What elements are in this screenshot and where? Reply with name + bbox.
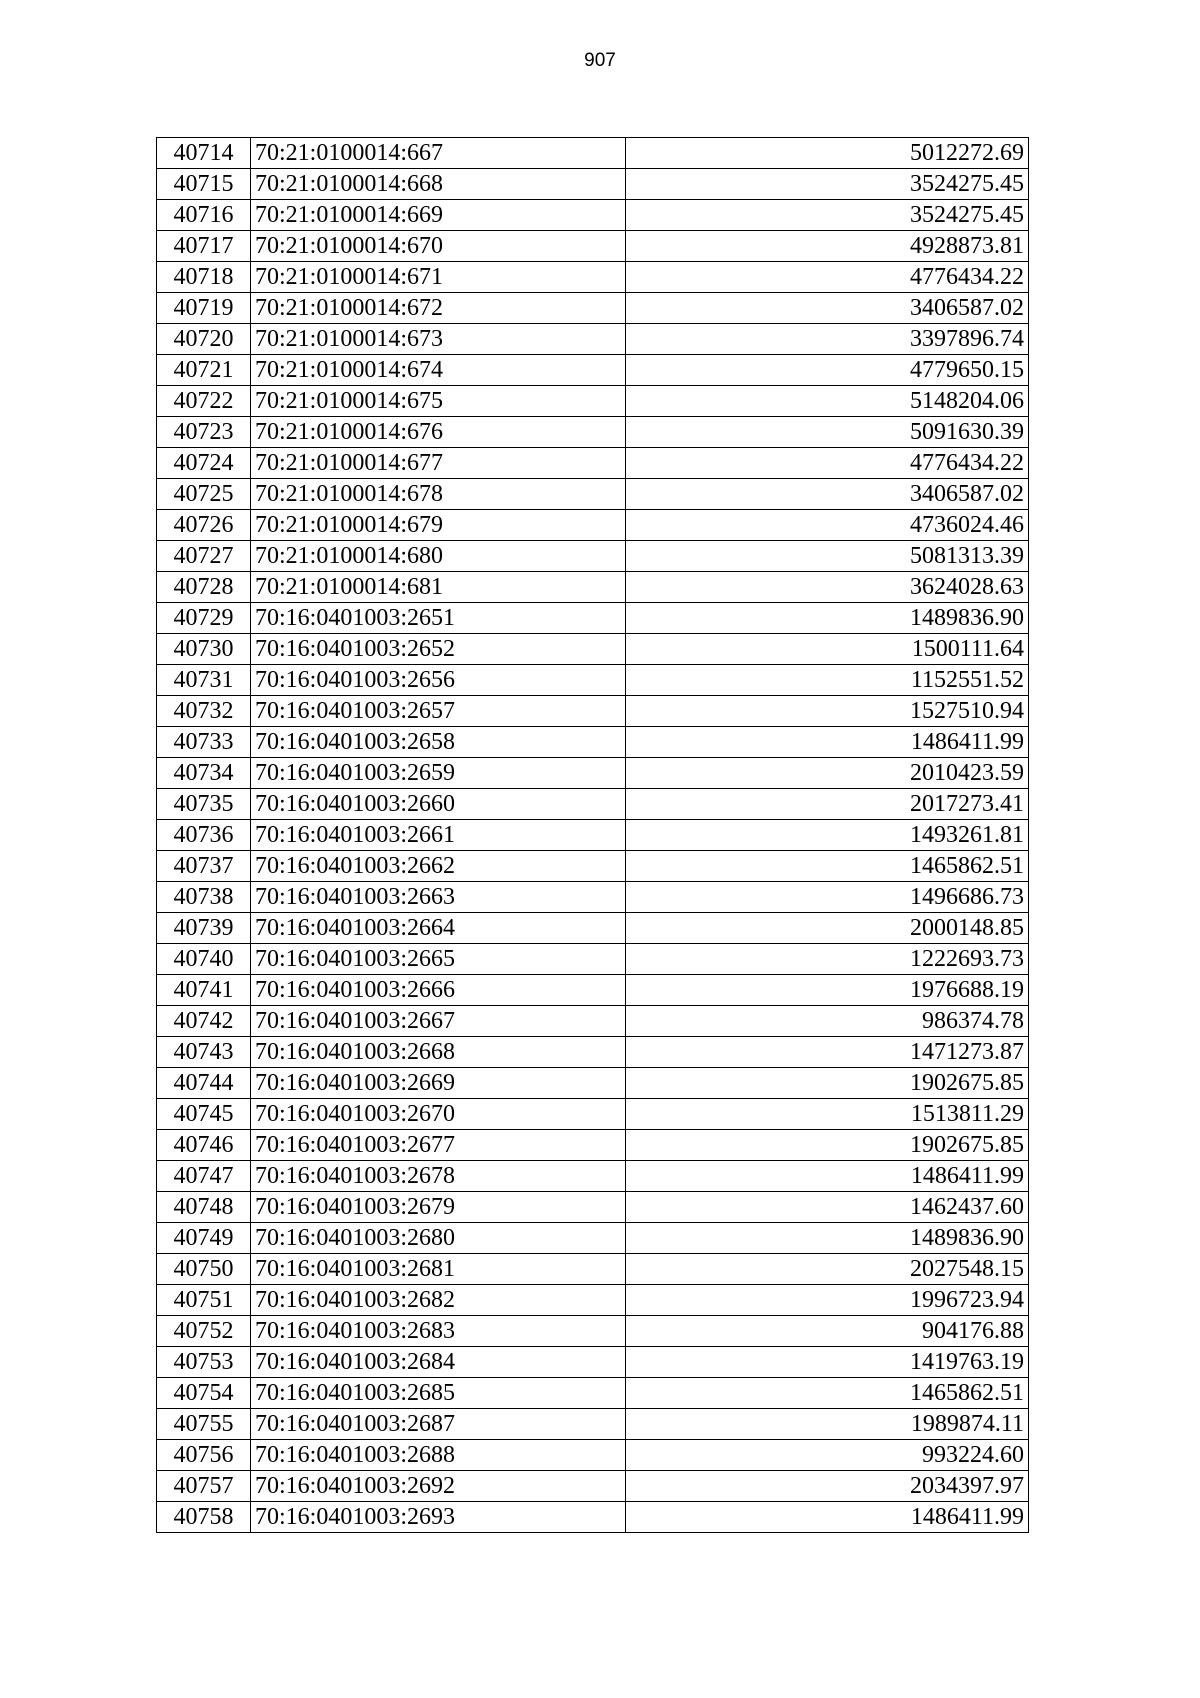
table-row [157,1006,1029,1037]
table-row [157,634,1029,665]
row-number-cell: 40714 [157,138,251,169]
value-cell: 5148204.06 [626,386,1029,417]
value-cell: 2000148.85 [626,913,1029,944]
cadastral-number-cell: 70:21:0100014:673 [251,324,626,355]
cadastral-number-cell: 70:16:0401003:2670 [251,1099,626,1130]
table-row [157,1471,1029,1502]
row-number-cell: 40755 [157,1409,251,1440]
table-row [157,603,1029,634]
cadastral-number-cell: 70:16:0401003:2687 [251,1409,626,1440]
cadastral-number-cell: 70:16:0401003:2656 [251,665,626,696]
value-cell: 1465862.51 [626,851,1029,882]
cadastral-number-cell: 70:16:0401003:2683 [251,1316,626,1347]
cadastral-number-cell: 70:16:0401003:2669 [251,1068,626,1099]
table-row [157,262,1029,293]
row-number-cell: 40728 [157,572,251,603]
value-cell: 4779650.15 [626,355,1029,386]
row-number-cell: 40721 [157,355,251,386]
table-row [157,386,1029,417]
row-number-cell: 40751 [157,1285,251,1316]
value-cell: 2034397.97 [626,1471,1029,1502]
table-row [157,572,1029,603]
table-row [157,727,1029,758]
cadastral-number-cell: 70:21:0100014:669 [251,200,626,231]
cadastral-number-cell: 70:16:0401003:2688 [251,1440,626,1471]
table-row [157,789,1029,820]
row-number-cell: 40723 [157,417,251,448]
value-cell: 2017273.41 [626,789,1029,820]
value-cell: 1471273.87 [626,1037,1029,1068]
value-cell: 5081313.39 [626,541,1029,572]
cadastral-number-cell: 70:16:0401003:2662 [251,851,626,882]
value-cell: 1500111.64 [626,634,1029,665]
table-row [157,1130,1029,1161]
table-row [157,975,1029,1006]
table-row [157,1068,1029,1099]
value-cell: 1902675.85 [626,1068,1029,1099]
table-row [157,1316,1029,1347]
table-row [157,1347,1029,1378]
cadastral-number-cell: 70:16:0401003:2665 [251,944,626,975]
cadastral-number-cell: 70:16:0401003:2692 [251,1471,626,1502]
value-cell: 1486411.99 [626,727,1029,758]
table-row [157,665,1029,696]
row-number-cell: 40724 [157,448,251,479]
registry-table-body [157,138,1029,1533]
row-number-cell: 40730 [157,634,251,665]
value-cell: 2010423.59 [626,758,1029,789]
cadastral-number-cell: 70:16:0401003:2652 [251,634,626,665]
cadastral-number-cell: 70:16:0401003:2664 [251,913,626,944]
row-number-cell: 40736 [157,820,251,851]
value-cell: 1976688.19 [626,975,1029,1006]
cadastral-number-cell: 70:16:0401003:2668 [251,1037,626,1068]
value-cell: 3624028.63 [626,572,1029,603]
value-cell: 1989874.11 [626,1409,1029,1440]
cadastral-number-cell: 70:16:0401003:2659 [251,758,626,789]
row-number-cell: 40719 [157,293,251,324]
cadastral-number-cell: 70:16:0401003:2684 [251,1347,626,1378]
value-cell: 4736024.46 [626,510,1029,541]
table-row [157,541,1029,572]
row-number-cell: 40744 [157,1068,251,1099]
cadastral-number-cell: 70:21:0100014:667 [251,138,626,169]
cadastral-number-cell: 70:16:0401003:2658 [251,727,626,758]
cadastral-number-cell: 70:21:0100014:680 [251,541,626,572]
page-number: 907 [584,50,616,71]
table-row [157,138,1029,169]
row-number-cell: 40718 [157,262,251,293]
value-cell: 1489836.90 [626,1223,1029,1254]
value-cell: 4776434.22 [626,262,1029,293]
cadastral-number-cell: 70:16:0401003:2657 [251,696,626,727]
row-number-cell: 40737 [157,851,251,882]
row-number-cell: 40735 [157,789,251,820]
table-row [157,1502,1029,1533]
table-row [157,169,1029,200]
row-number-cell: 40748 [157,1192,251,1223]
row-number-cell: 40731 [157,665,251,696]
row-number-cell: 40717 [157,231,251,262]
row-number-cell: 40758 [157,1502,251,1533]
table-row [157,1099,1029,1130]
row-number-cell: 40733 [157,727,251,758]
table-row [157,324,1029,355]
row-number-cell: 40747 [157,1161,251,1192]
cadastral-number-cell: 70:16:0401003:2680 [251,1223,626,1254]
row-number-cell: 40743 [157,1037,251,1068]
value-cell: 1902675.85 [626,1130,1029,1161]
cadastral-number-cell: 70:16:0401003:2661 [251,820,626,851]
row-number-cell: 40727 [157,541,251,572]
cadastral-number-cell: 70:16:0401003:2660 [251,789,626,820]
table-row [157,510,1029,541]
value-cell: 1419763.19 [626,1347,1029,1378]
table-row [157,1223,1029,1254]
cadastral-number-cell: 70:21:0100014:672 [251,293,626,324]
table-row [157,758,1029,789]
row-number-cell: 40750 [157,1254,251,1285]
row-number-cell: 40715 [157,169,251,200]
value-cell: 986374.78 [626,1006,1029,1037]
table-row [157,293,1029,324]
row-number-cell: 40732 [157,696,251,727]
table-row [157,1440,1029,1471]
value-cell: 3406587.02 [626,293,1029,324]
row-number-cell: 40722 [157,386,251,417]
table-row [157,696,1029,727]
table-row [157,1254,1029,1285]
table-row [157,355,1029,386]
cadastral-number-cell: 70:16:0401003:2667 [251,1006,626,1037]
value-cell: 3524275.45 [626,169,1029,200]
table-row [157,944,1029,975]
cadastral-number-cell: 70:16:0401003:2693 [251,1502,626,1533]
cadastral-number-cell: 70:21:0100014:675 [251,386,626,417]
registry-table [156,137,1029,1533]
row-number-cell: 40716 [157,200,251,231]
row-number-cell: 40753 [157,1347,251,1378]
row-number-cell: 40740 [157,944,251,975]
table-row [157,448,1029,479]
cadastral-number-cell: 70:16:0401003:2678 [251,1161,626,1192]
row-number-cell: 40738 [157,882,251,913]
value-cell: 1222693.73 [626,944,1029,975]
value-cell: 5012272.69 [626,138,1029,169]
table-row [157,231,1029,262]
row-number-cell: 40752 [157,1316,251,1347]
value-cell: 1486411.99 [626,1161,1029,1192]
cadastral-number-cell: 70:21:0100014:674 [251,355,626,386]
value-cell: 1996723.94 [626,1285,1029,1316]
row-number-cell: 40756 [157,1440,251,1471]
table-row [157,1037,1029,1068]
cadastral-number-cell: 70:21:0100014:668 [251,169,626,200]
value-cell: 3397896.74 [626,324,1029,355]
row-number-cell: 40729 [157,603,251,634]
cadastral-number-cell: 70:16:0401003:2666 [251,975,626,1006]
row-number-cell: 40725 [157,479,251,510]
row-number-cell: 40745 [157,1099,251,1130]
table-row [157,1409,1029,1440]
cadastral-number-cell: 70:21:0100014:671 [251,262,626,293]
cadastral-number-cell: 70:21:0100014:677 [251,448,626,479]
value-cell: 1493261.81 [626,820,1029,851]
row-number-cell: 40757 [157,1471,251,1502]
value-cell: 1486411.99 [626,1502,1029,1533]
value-cell: 1465862.51 [626,1378,1029,1409]
cadastral-number-cell: 70:21:0100014:676 [251,417,626,448]
cadastral-number-cell: 70:21:0100014:681 [251,572,626,603]
cadastral-number-cell: 70:21:0100014:679 [251,510,626,541]
cadastral-number-cell: 70:16:0401003:2685 [251,1378,626,1409]
table-row [157,479,1029,510]
value-cell: 2027548.15 [626,1254,1029,1285]
value-cell: 1527510.94 [626,696,1029,727]
row-number-cell: 40720 [157,324,251,355]
value-cell: 1152551.52 [626,665,1029,696]
table-row [157,820,1029,851]
value-cell: 993224.60 [626,1440,1029,1471]
table-row [157,1378,1029,1409]
value-cell: 3524275.45 [626,200,1029,231]
table-row [157,200,1029,231]
value-cell: 4776434.22 [626,448,1029,479]
value-cell: 1513811.29 [626,1099,1029,1130]
table-row [157,913,1029,944]
cadastral-number-cell: 70:16:0401003:2651 [251,603,626,634]
cadastral-number-cell: 70:21:0100014:678 [251,479,626,510]
row-number-cell: 40741 [157,975,251,1006]
value-cell: 1496686.73 [626,882,1029,913]
cadastral-number-cell: 70:16:0401003:2663 [251,882,626,913]
row-number-cell: 40726 [157,510,251,541]
row-number-cell: 40734 [157,758,251,789]
value-cell: 1489836.90 [626,603,1029,634]
table-row [157,1285,1029,1316]
table-row [157,1192,1029,1223]
table-row [157,417,1029,448]
cadastral-number-cell: 70:16:0401003:2682 [251,1285,626,1316]
row-number-cell: 40754 [157,1378,251,1409]
value-cell: 4928873.81 [626,231,1029,262]
row-number-cell: 40749 [157,1223,251,1254]
row-number-cell: 40739 [157,913,251,944]
cadastral-number-cell: 70:16:0401003:2677 [251,1130,626,1161]
table-row [157,882,1029,913]
value-cell: 1462437.60 [626,1192,1029,1223]
cadastral-number-cell: 70:21:0100014:670 [251,231,626,262]
value-cell: 3406587.02 [626,479,1029,510]
value-cell: 5091630.39 [626,417,1029,448]
table-row [157,851,1029,882]
value-cell: 904176.88 [626,1316,1029,1347]
row-number-cell: 40746 [157,1130,251,1161]
cadastral-number-cell: 70:16:0401003:2681 [251,1254,626,1285]
table-row [157,1161,1029,1192]
cadastral-number-cell: 70:16:0401003:2679 [251,1192,626,1223]
row-number-cell: 40742 [157,1006,251,1037]
